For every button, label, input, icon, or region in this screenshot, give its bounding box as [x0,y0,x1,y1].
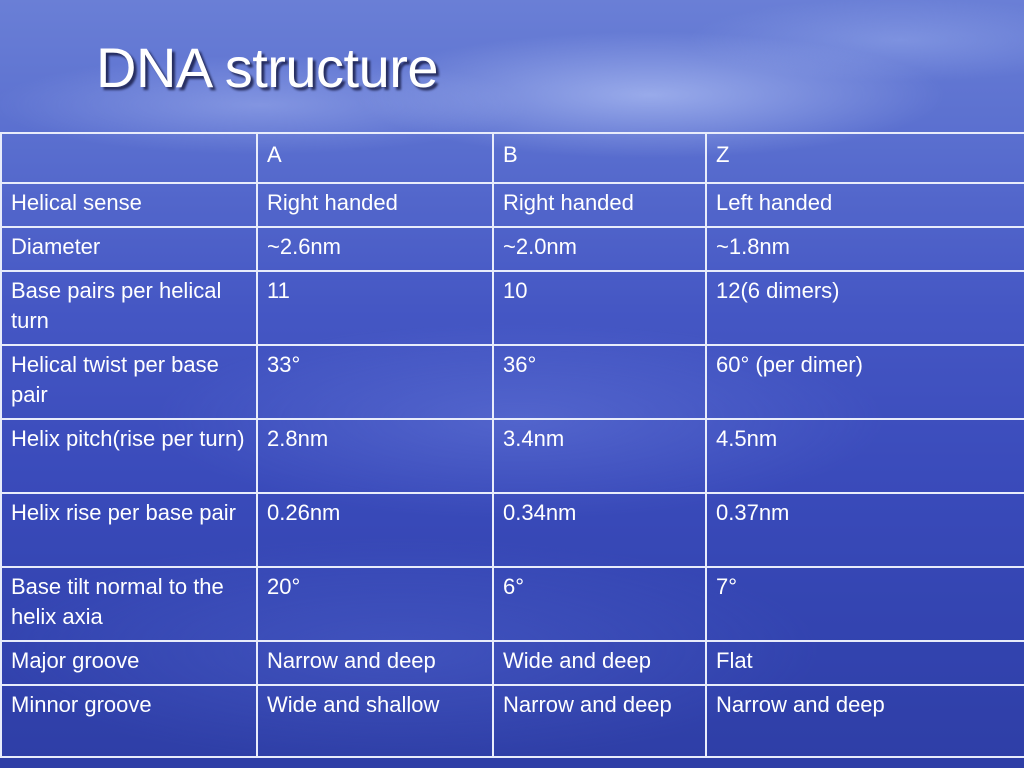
row-label-cell: Helical twist per base pair [1,345,257,419]
row-label-cell: Helix pitch(rise per turn) [1,419,257,493]
table-cell: 10 [493,271,706,345]
row-label-cell: Diameter [1,227,257,271]
table-cell: 33° [257,345,493,419]
table-header-cell: Z [706,133,1024,183]
table-header-cell: B [493,133,706,183]
table-cell: Right handed [257,183,493,227]
table-cell: Wide and shallow [257,685,493,757]
table-cell: 36° [493,345,706,419]
table-cell: 0.37nm [706,493,1024,567]
table-row [1,567,1024,641]
table-cell: 0.26nm [257,493,493,567]
table-cell: 0.34nm [493,493,706,567]
table-header-cell [1,133,257,183]
table-cell: 6° [493,567,706,641]
table-row [1,419,1024,493]
table-cell: Flat [706,641,1024,685]
table-row [1,685,1024,757]
row-label-cell: Minnor groove [1,685,257,757]
table-cell: 12(6 dimers) [706,271,1024,345]
table-cell: ~1.8nm [706,227,1024,271]
table-cell: 7° [706,567,1024,641]
table-cell: Left handed [706,183,1024,227]
table-header-cell: A [257,133,493,183]
table-cell: ~2.6nm [257,227,493,271]
table-cell: Narrow and deep [257,641,493,685]
table-row [1,183,1024,227]
dna-comparison-table-container [0,132,1024,758]
row-label-cell: Base pairs per helical turn [1,271,257,345]
table-cell: 3.4nm [493,419,706,493]
row-label-cell: Helical sense [1,183,257,227]
row-label-cell: Base tilt normal to the helix axia [1,567,257,641]
table-header-row [1,133,1024,183]
table-cell: 4.5nm [706,419,1024,493]
slide-title: DNA structure [96,36,439,99]
dna-comparison-table [0,132,1024,758]
table-cell: Wide and deep [493,641,706,685]
table-cell: 11 [257,271,493,345]
table-row [1,271,1024,345]
table-cell: Right handed [493,183,706,227]
table-row [1,493,1024,567]
table-row [1,227,1024,271]
table-cell: Narrow and deep [706,685,1024,757]
table-cell: ~2.0nm [493,227,706,271]
table-row [1,641,1024,685]
row-label-cell: Helix rise per base pair [1,493,257,567]
table-cell: 2.8nm [257,419,493,493]
table-cell: 20° [257,567,493,641]
table-cell: 60° (per dimer) [706,345,1024,419]
table-row [1,345,1024,419]
row-label-cell: Major groove [1,641,257,685]
table-cell: Narrow and deep [493,685,706,757]
